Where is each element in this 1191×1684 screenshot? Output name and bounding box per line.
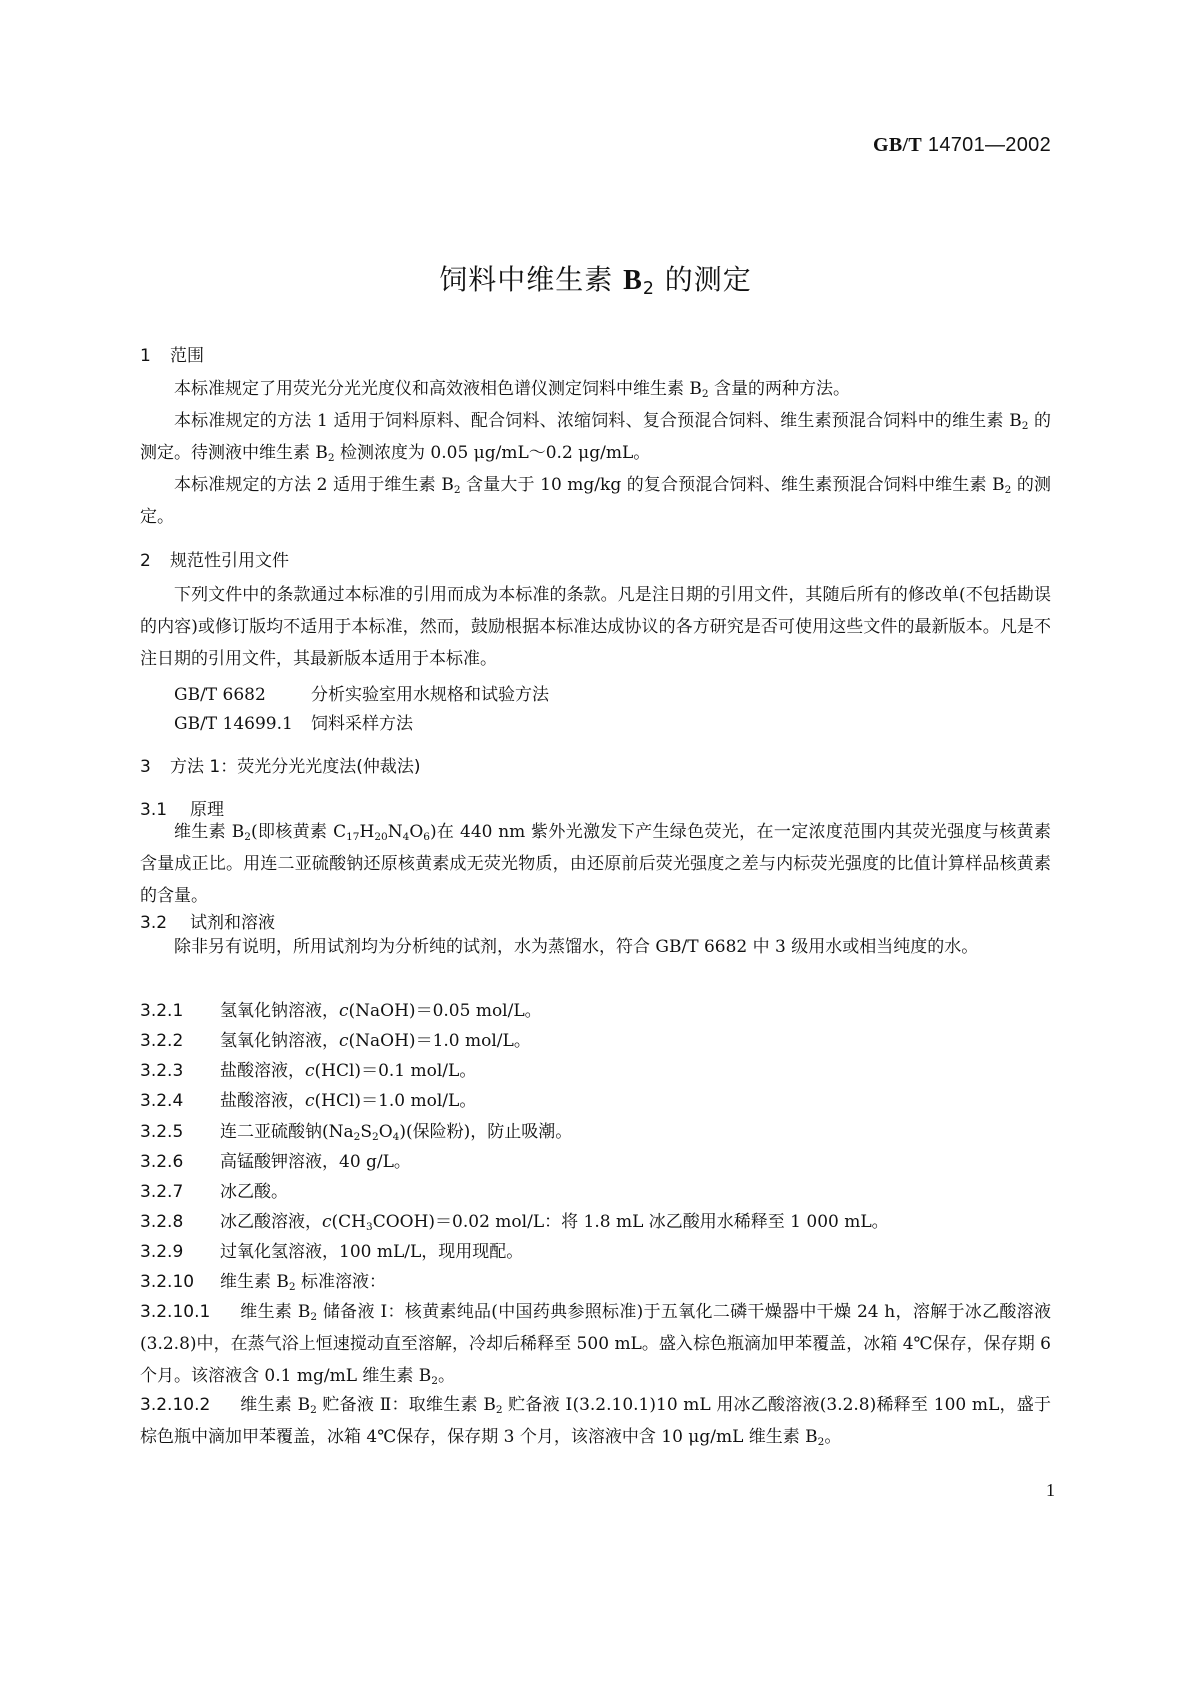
reagent-item-3-2-10-2: 3.2.10.2 维生素 $B_2$ 贮备液 Ⅱ：取维生素 $B_2$ 贮备液 Ⅰ(3.2.10.1)10 mL 用冰乙酸溶液(3.2.8)稀释至 100 mL，盛于棕色瓶中滴加甲苯覆盖，冰箱 4℃保存，保存期 3 个月，该溶液中含 10 μg/mL 维生素 $B_2$。 xyxy=(140,1395,1051,1448)
section-number: 2 xyxy=(140,551,151,571)
paragraph: 除非另有说明，所用试剂均为分析纯的试剂，水为蒸馏水，符合 GB/T 6682 中 3 级用水或相当纯度的水。 xyxy=(174,937,979,957)
paragraph: 维生素 $B_2$(即核黄素 $C_{17}H_{20}N_4O_6$)在 440 nm 紫外光激发下产生绿色荧光，在一定浓度范围内其荧光强度与核黄素含量成正比。用连二亚硫酸钠还原核黄素成无荧光物质，由还原前后荧光强度之差与内标荧光强度的比值计算样品核黄素的含量。 xyxy=(140,822,1051,906)
paragraph: 本标准规定了用荧光分光光度仪和高效液相色谱仪测定饲料中维生素 $B_2$ 含量的两种方法。 xyxy=(174,379,851,400)
reference-item: GB/T 6682 分析实验室用水规格和试验方法 xyxy=(174,685,549,705)
document-title xyxy=(0,258,1191,298)
reagent-item: 3.2.2 氢氧化钠溶液，c(NaOH)＝1.0 mol/L。 xyxy=(140,1031,531,1051)
title-text-end: 的测定 xyxy=(654,263,752,296)
section-title: 范围 xyxy=(170,346,204,366)
reagent-item: 3.2.8 冰乙酸溶液，$c(CH_3COOH)=0.02$ mol/L：将 1.8 mL 冰乙酸用水稀释至 1 000 mL。 xyxy=(140,1212,889,1233)
standard-number xyxy=(873,134,1051,157)
reference-item: GB/T 14699.1 饲料采样方法 xyxy=(174,714,413,734)
section-2-body xyxy=(140,579,1051,675)
standard-code: 14701—2002 xyxy=(927,134,1051,156)
reagent-item: 3.2.6 高锰酸钾溶液，40 g/L。 xyxy=(140,1152,411,1172)
reagent-item-3-2-10-1: 3.2.10.1 维生素 $B_2$ 储备液 Ⅰ：核黄素纯品(中国药典参照标准)于五氧化二磷干燥器中干燥 24 h，溶解于冰乙酸溶液(3.2.8)中，在蒸气浴上恒速搅动直至溶解，冷却后稀释至 500 mL。盛入棕色瓶滴加甲苯覆盖，冰箱 4℃保存，保存期 6 个月。该溶液含 0.1 mg/mL 维生素 $B_2$。 xyxy=(140,1302,1051,1387)
section-number: 1 xyxy=(140,346,151,366)
title-subscript: 2 xyxy=(642,278,655,299)
title-vitamin-letter: B xyxy=(623,265,643,296)
title-text: 饲料中维生素 xyxy=(439,263,624,296)
reagent-item: 3.2.4 盐酸溶液，c(HCl)＝1.0 mol/L。 xyxy=(140,1091,477,1111)
section-number: 3 xyxy=(140,757,151,777)
section-title: 方法 1：荧光分光光度法(仲裁法) xyxy=(170,757,421,777)
section-heading-3 xyxy=(140,752,420,777)
page-number: 1 xyxy=(1046,1480,1055,1500)
subsection-heading-3-2: 3.2 试剂和溶液 xyxy=(140,913,275,933)
standard-prefix: GB/T xyxy=(873,134,923,156)
reagent-item: 3.2.1 氢氧化钠溶液，c(NaOH)＝0.05 mol/L。 xyxy=(140,1001,542,1021)
reagents-intro xyxy=(140,931,1051,963)
paragraph: 本标准规定的方法 1 适用于饲料原料、配合饲料、浓缩饲料、复合预混合饲料、维生素预混合饲料中的维生素 $B_2$ 的测定。待测液中维生素 $B_2$ 检测浓度为 0.05 μg/mL～0.2 μg/mL。 xyxy=(140,411,1051,464)
reagent-item: 3.2.3 盐酸溶液，c(HCl)＝0.1 mol/L。 xyxy=(140,1061,477,1081)
reagent-item: 3.2.10 维生素 $B_2$ 标准溶液： xyxy=(140,1272,387,1293)
reagent-item: 3.2.7 冰乙酸。 xyxy=(140,1182,288,1202)
reagent-item: 3.2.5 连二亚硫酸钠$(Na_2S_2O_4)$(保险粉)，防止吸潮。 xyxy=(140,1122,573,1143)
paragraph: 本标准规定的方法 2 适用于维生素 $B_2$ 含量大于 10 mg/kg 的复合预混合饲料、维生素预混合饲料中维生素 $B_2$ 的测定。 xyxy=(140,475,1051,527)
paragraph: 下列文件中的条款通过本标准的引用而成为本标准的条款。凡是注日期的引用文件，其随后所有的修改单(不包括勘误的内容)或修订版均不适用于本标准，然而，鼓励根据本标准达成协议的各方研究是否可使用这些文件的最新版本。凡是不注日期的引用文件，其最新版本适用于本标准。 xyxy=(140,585,1051,669)
principle-paragraph xyxy=(140,816,1051,912)
section-heading-1 xyxy=(140,341,204,366)
subsection-heading-3-1: 3.1 原理 xyxy=(140,800,224,820)
section-title: 规范性引用文件 xyxy=(170,551,289,571)
reagent-item: 3.2.9 过氧化氢溶液，100 mL/L，现用现配。 xyxy=(140,1242,524,1262)
section-heading-2 xyxy=(140,546,289,571)
section-1-body xyxy=(140,373,1051,533)
